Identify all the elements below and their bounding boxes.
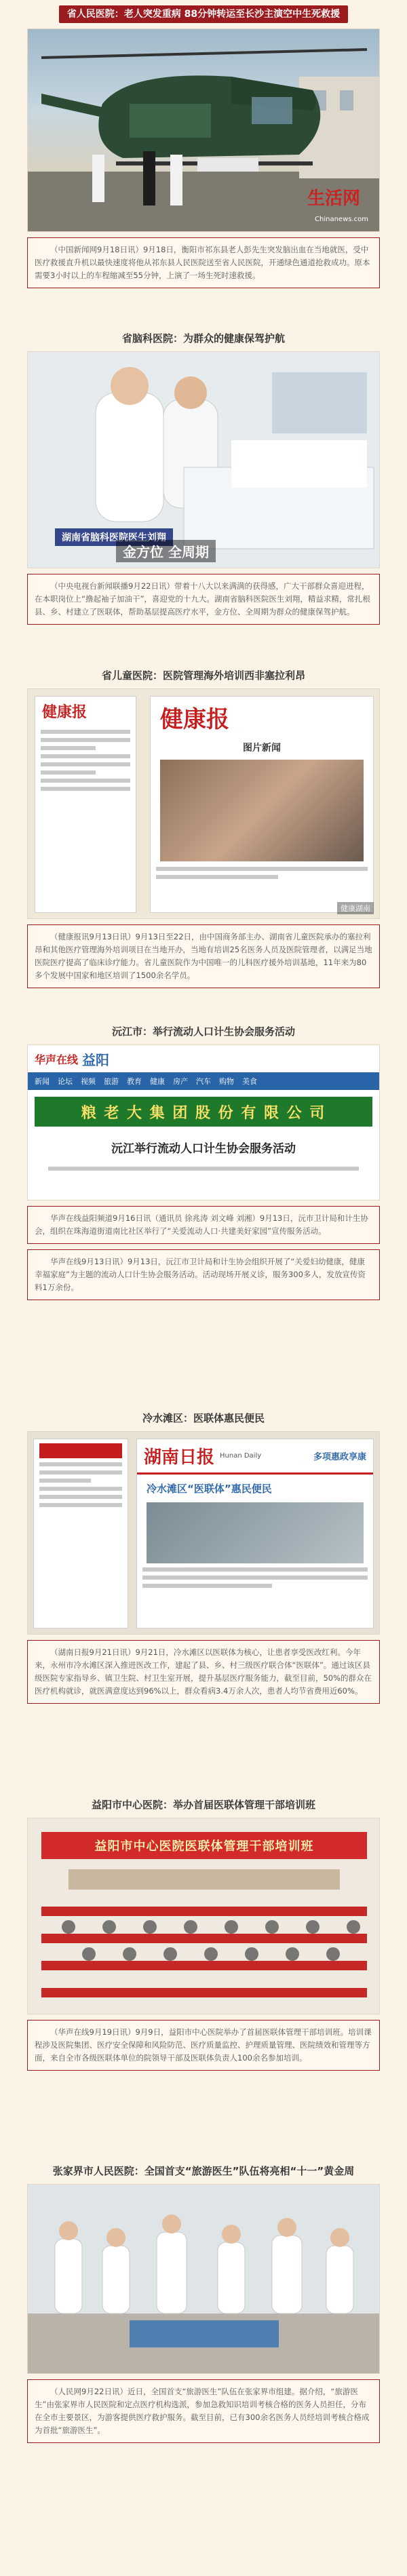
- news-section-3: [27, 668, 380, 988]
- site-region: 益阳: [82, 1051, 110, 1068]
- article-title: 沅江举行流动人口计生协会服务活动: [111, 1142, 296, 1156]
- conference-photo: [27, 1818, 380, 2014]
- news-section-1: [27, 5, 380, 288]
- newspaper-clipping: [27, 1431, 380, 1635]
- newspaper-photo: [147, 1502, 364, 1563]
- nav-item[interactable]: 论坛: [58, 1077, 73, 1086]
- section-title: 张家界市人民医院：全国首支“旅游医生”队伍将亮相“十一”黄金周: [52, 2165, 355, 2177]
- nav-item[interactable]: 新闻: [35, 1077, 50, 1086]
- news-section-6: [27, 1797, 380, 2071]
- site-nav: [28, 1072, 379, 1090]
- nav-item[interactable]: 房产: [173, 1077, 188, 1086]
- nav-item[interactable]: 教育: [127, 1077, 142, 1086]
- nav-item[interactable]: 美食: [242, 1077, 257, 1086]
- hall-banner: 益阳市中心医院医联体管理干部培训班: [94, 1839, 314, 1854]
- training-photo: [27, 2184, 380, 2374]
- nav-item[interactable]: 旅游: [104, 1077, 119, 1086]
- section-caption: （湖南日报9月21日讯）9月21日，冷水滩区以医联体为核心，让患者享受医改红利。今年来，永州市冷水滩区深入推进医改工作，建起了县、乡、村三级医疗联合体“医联体”。通过该区县级医院专家指导乡、镇卫生院、村卫生室开展，提升基层医疗服务能力，截至目前，50%的群众在医疗机构就诊，就医满意度达到96%以上，群众看病3.4万余人次，患者人均节省费用近60%。: [27, 1640, 380, 1704]
- newspaper-masthead: 湖南日报: [144, 1447, 215, 1468]
- section-title: 沅江市：举行流动人口计生协会服务活动: [111, 1026, 295, 1038]
- source-credit: Chinanews.com: [315, 216, 368, 223]
- ad-banner[interactable]: 粮 老 大 集 团 股 份 有 限 公 司: [35, 1097, 372, 1127]
- tv-name-banner: 湖南省脑科医院医生刘翔: [55, 528, 173, 546]
- newspaper-english-name: Hunan Daily: [220, 1452, 262, 1460]
- section-title: 省脑科医院：为群众的健康保驾护航: [121, 332, 285, 345]
- section-caption: 华声在线9月13日讯）9月13日，沅江市卫计局和计生协会组织开展了“关爱妇幼健康，健康幸福家庭”为主题的流动人口计生协会服务活动。活动现场开展义诊，服务300多人，发放宣传资料1万余份。: [27, 1249, 380, 1300]
- section-title: 省儿童医院：医院管理海外培训西非塞拉利昂: [101, 669, 305, 682]
- newspaper-masthead-large: 健康报: [160, 706, 229, 733]
- section-title: 益阳市中心医院：举办首届医联体管理干部培训班: [91, 1799, 315, 1811]
- section-title: 省人民医院：老人突发重病 88分钟转运至长沙主演空中生死救援: [59, 5, 348, 23]
- newspaper-front-page: [33, 1439, 128, 1628]
- doctor-photo: [27, 351, 380, 568]
- newspaper-inner-page: [136, 1439, 374, 1628]
- section-caption: （华声在线9月19日讯）9月9日，益阳市中心医院举办了首届医联体管理干部培训班。培训课程涉及医院集团、医疗安全保障和风险防范、医疗质量监控、护理质量管理、医院绩效和管理等方面，来自全市各级医联体单位的院领导干部及医联体负责人100余名参加培训。: [27, 2020, 380, 2071]
- newspaper-masthead-row: [137, 1439, 373, 1475]
- newspaper-clipping: [27, 688, 380, 919]
- section-title: 冷水滩区：医联体惠民便民: [142, 1412, 265, 1424]
- news-section-2: [27, 331, 380, 625]
- nav-item[interactable]: 汽车: [196, 1077, 211, 1086]
- nav-item[interactable]: 购物: [219, 1077, 234, 1086]
- newspaper-right-headline: 多项惠政享康: [313, 1452, 366, 1462]
- training-illustration: [28, 2185, 380, 2374]
- section-caption: （中国新闻网9月18日讯）9月18日，衡阳市祁东县老人彭先生突发脑出血在当地就医，受中医疗救援直升机以最快速度将他从祁东县人民医院送至省人民医院，开通绿色通道抢救成功。原本需要3小时以上的车程缩减至55分钟，上演了一场生死时速救援。: [27, 237, 380, 288]
- news-section-7: [27, 2164, 380, 2443]
- news-section-4: [27, 1024, 380, 1300]
- section-caption: （健康报讯9月13日讯）9月13日至22日，由中国商务部主办、湖南省儿童医院承办的塞拉利昂和其他医疗管理海外培训项目在当地开办，当地有培训25名医务人员及医院管理者，以满足当地医院医疗提高了临床诊疗能力。省儿童医院作为中国唯一的儿科医疗援外培训基地，11年来为80多个发展中国家和地区培训了1500余名学员。: [27, 924, 380, 988]
- newspaper-photo: [160, 760, 364, 861]
- nav-item[interactable]: 视频: [81, 1077, 96, 1086]
- article-excerpt: 华声在线益阳频道9月16日讯（通讯员 徐兆涛 刘文峰 刘湘）9月13日，沅市卫计局和计生协会，组织在珠海道街道南比社区举行了“关爱流动人口·共建美好家园”宣传服务活动。: [27, 1206, 380, 1244]
- tv-subtitle: 金方位 全周期: [116, 540, 216, 562]
- site-header: [28, 1045, 379, 1072]
- photo-news-heading: 图片新闻: [243, 743, 281, 754]
- website-screenshot: [27, 1045, 380, 1201]
- newspaper-photo-page: [150, 696, 374, 913]
- section-caption: （中央电视台新闻联播9月22日讯）带着十八大以来满满的获得感，广大干部群众喜迎进程，在本职岗位上“撸起袖子加油干”，喜迎党的十九大。湖南省脑科医院医生刘翔，精益求精，常扎根县、乡、村建立了医联体，帮助基层提高医疗水平，金方位、全周期为群众的健康保驾护航。: [27, 574, 380, 625]
- newspaper-masthead: 健康报: [42, 703, 88, 721]
- newspaper-front-page: [35, 696, 136, 913]
- source-credit: 健康湖南: [337, 902, 374, 914]
- section-caption: （人民网9月22日讯）近日，全国首支“旅游医生”队伍在张家界市组建。据介绍，“旅游医生”由张家界市人民医院和定点医疗机构选派，参加急救知识培训考核合格的医务人员担任，分布在全市主要景区，为游客提供医疗救护服务。截至目前，已有300余名医务人员经培训考核合格成为首批“旅游医生”。: [27, 2379, 380, 2443]
- helicopter-photo: [27, 28, 380, 232]
- site-logo: 华声在线: [35, 1053, 79, 1066]
- inner-headline: 冷水滩区“医联体”惠民便民: [147, 1483, 272, 1495]
- watermark-logo: 生活网: [307, 189, 360, 209]
- news-section-5: [27, 1411, 380, 1704]
- nav-item[interactable]: 健康: [150, 1077, 165, 1086]
